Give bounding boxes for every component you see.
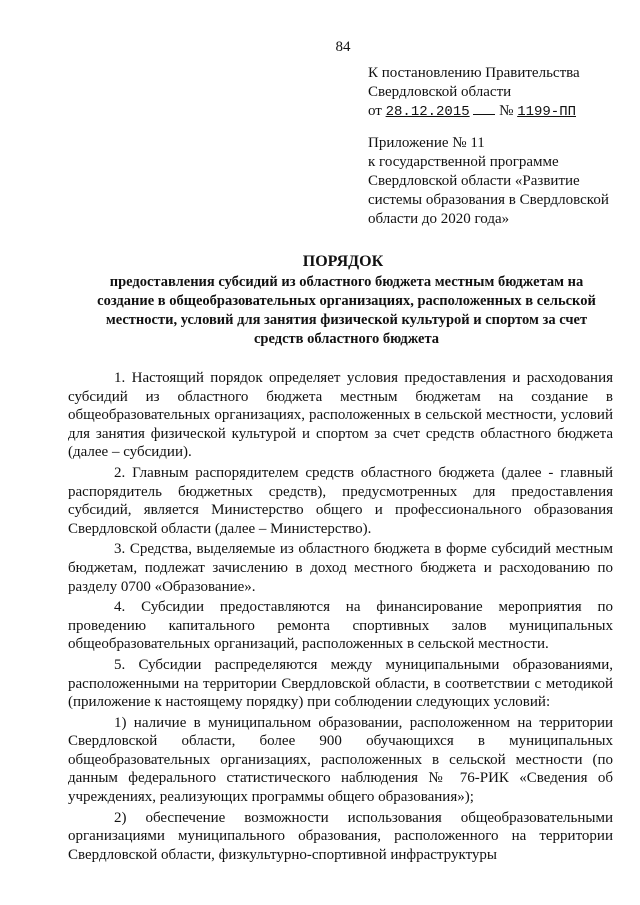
annex-line-1: Приложение № 11 <box>368 135 485 151</box>
annex-line-5: области до 2020 года» <box>368 211 510 227</box>
paragraph-5-condition-2: 2) обеспечение возможности использования общеобразовательными организациями муниципального образования, расположенного на территории Свердловской области, физкультурно-спортивной инфраструктуры <box>68 809 613 863</box>
decree-date: 28.12.2015 <box>385 104 470 120</box>
decree-line-2: Свердловской области <box>368 84 512 100</box>
paragraph-5-condition-1: 1) наличие в муниципальном образовании, расположенном на территории Свердловской области, более 900 обучающихся в муниципальных общеобразовательных организациях, расположенных в сельской местности (по данным федерального статистического наблюдения № 76-РИК «Сведения об учреждениях, реализующих программы общего образования»); <box>68 714 613 806</box>
decree-line-1: К постановлению Правительства <box>368 65 580 81</box>
decree-number-label: № <box>499 103 514 119</box>
subtitle-line-2: создание в общеобразовательных организациях, расположенных в сельской <box>97 293 596 309</box>
annex-line-2: к государственной программе <box>368 154 559 170</box>
subtitle-line-1: предоставления субсидий из областного бюджета местным бюджетам на <box>109 274 584 290</box>
annex-reference <box>368 134 623 229</box>
paragraph-1: 1. Настоящий порядок определяет условия предоставления и расходования субсидий из областного бюджета местным бюджетам на создание в общеобразовательных организациях, расположенных в сельской местности, условий для занятия физической культурой и спортом за счет средств областного бюджета (далее – субсидии). <box>68 370 613 461</box>
subtitle-line-4: средств областного бюджета <box>253 331 440 347</box>
page-number: 84 <box>335 39 351 55</box>
paragraph-5: 5. Субсидии распределяются между муниципальными образованиями, расположенными на территории Свердловской области, в соответствии с методикой (приложение к настоящему порядку) при соблюдении следующих условий: <box>68 656 613 711</box>
paragraph-3: 3. Средства, выделяемые из областного бюджета в форме субсидий местным бюджетам, подлежат зачислению в доход местного бюджета и расходованию по разделу 0700 «Образование». <box>68 541 613 595</box>
annex-line-4: системы образования в Свердловской <box>368 192 609 208</box>
paragraph-2: 2. Главным распорядителем средств областного бюджета (далее - главный распорядитель бюджетных средств), предусмотренных для предоставления субсидий, является Министерство общего и профессионального образования Свердловской области (далее – Министерство). <box>68 464 613 537</box>
decree-reference <box>368 64 618 122</box>
document-subtitle <box>80 273 613 349</box>
document-title: ПОРЯДОК <box>302 253 384 270</box>
annex-line-3: Свердловской области «Развитие <box>368 173 580 189</box>
document-body <box>68 369 613 866</box>
decree-from-label: от <box>368 103 382 119</box>
subtitle-line-3: местности, условий для занятия физической культурой и спортом за счет <box>105 312 588 328</box>
paragraph-4: 4. Субсидии предоставляются на финансирование мероприятия по проведению капитального ремонта спортивных залов муниципальных общеобразовательных организаций, расположенных в сельской местности. <box>68 599 613 653</box>
decree-number: 1199-ПП <box>517 104 576 120</box>
decree-date-line <box>368 102 618 122</box>
